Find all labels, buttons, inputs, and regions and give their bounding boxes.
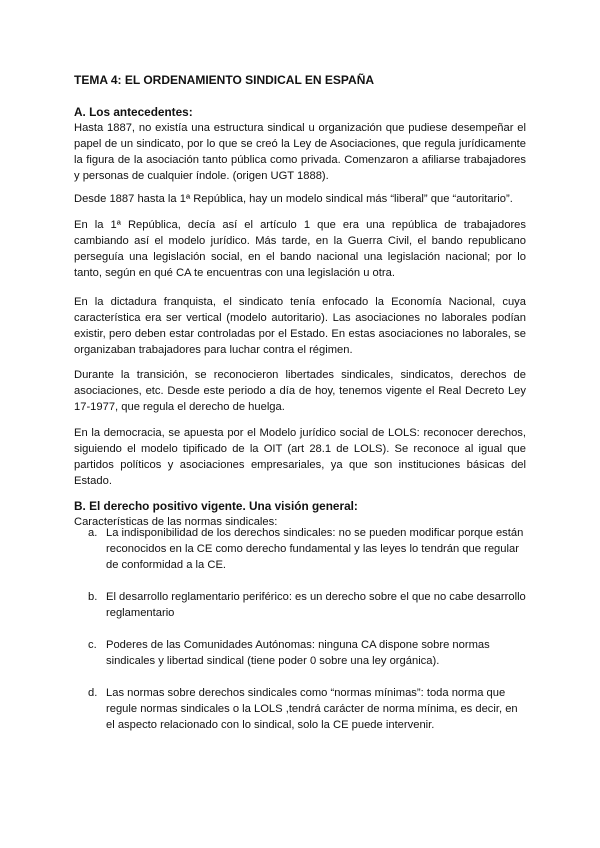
paragraph-origins: Hasta 1887, no existía una estructura sindical u organización que pudiese desempeñar el papel de un sindicato, por lo que se creó la Ley de Asociaciones, que regula jurídicamente la figura de la asociación tanto pública como privada. Comenzaron a afiliarse trabajadores y personas de cualquier índole. (origen UGT 1888).: [74, 122, 526, 182]
list-item-text: Las normas sobre derechos sindicales como “normas mínimas”: toda norma que regule normas sindicales o la LOLS ,tendrá carácter de norma mínima, es decir, en el aspecto relacionado con lo sindical, solo la CE puede intervenir.: [106, 687, 518, 731]
list-marker: b.: [88, 591, 98, 603]
list-marker: d.: [88, 687, 98, 699]
list-marker: a.: [88, 527, 98, 539]
paragraph-first-republic: En la 1ª República, decía así el artículo 1 que era una república de trabajadores cambiando así el modelo jurídico. Más tarde, en la Guerra Civil, el bando republicano perseguía una legislación social, en el bando nacional una legislación nacional; por lo tanto, según en qué CA te encuentras con una legislación u otra.: [74, 219, 526, 279]
list-item: [74, 685, 526, 733]
section-a: [74, 104, 526, 184]
list-item: [74, 589, 526, 621]
section-a-heading: A. Los antecedentes:: [74, 105, 193, 119]
list-item-text: El desarrollo reglamentario periférico: es un derecho sobre el que no cabe desarrollo reglamentario: [106, 591, 526, 619]
list-item: [74, 637, 526, 669]
document-title: TEMA 4: EL ORDENAMIENTO SINDICAL EN ESPAÑA: [74, 73, 375, 87]
list-item: [74, 525, 526, 573]
paragraph-franco-dictatorship: En la dictadura franquista, el sindicato tenía enfocado la Economía Nacional, cuya característica era ser vertical (modelo autoritario). Las asociaciones no laborales podían existir, pero deben estar controladas por el Estado. En estas asociaciones no laborales, se organizaban trabajadores para luchar contra el régimen.: [74, 296, 526, 356]
paragraph-liberal-model: Desde 1887 hasta la 1ª República, hay un modelo sindical más “liberal” que “autoritario”.: [74, 193, 513, 205]
list-item-text: Poderes de las Comunidades Autónomas: ninguna CA dispone sobre normas sindicales y libertad sindical (tiene poder 0 sobre una ley orgánica).: [106, 639, 490, 667]
section-b-intro: Características de las normas sindicales:: [74, 516, 278, 528]
section-b-heading: B. El derecho positivo vigente. Una visión general:: [74, 499, 358, 513]
list-item-text: La indisponibilidad de los derechos sindicales: no se pueden modificar porque están reconocidos en la CE como derecho fundamental y las leyes lo tendrán que regular de conformidad a la CE.: [106, 527, 524, 571]
paragraph-transition: Durante la transición, se reconocieron libertades sindicales, sindicatos, derechos de asociaciones, etc. Desde este periodo a día de hoy, tenemos vigente el Real Decreto Ley 17-1977, que regula el derecho de huelga.: [74, 369, 526, 413]
list-marker: c.: [88, 639, 97, 651]
paragraph-democracy: En la democracia, se apuesta por el Modelo jurídico social de LOLS: reconocer derechos, siguiendo el modelo tipificado de la OIT (art 28.1 de LOLS). Se reconoce al igual que partidos políticos y asociaciones empresariales, ya que son instituciones básicas del Estado.: [74, 427, 526, 487]
characteristics-list: [74, 525, 526, 749]
